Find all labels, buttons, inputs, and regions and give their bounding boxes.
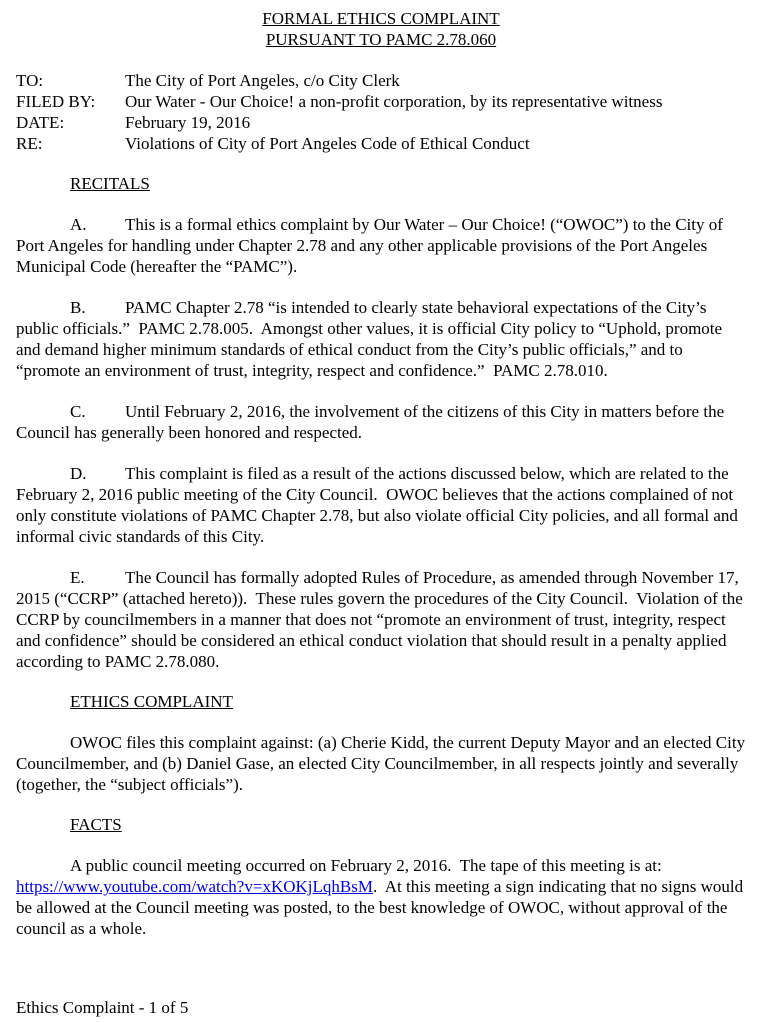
recital-paragraph-e [16,567,746,672]
recital-paragraph-d [16,463,746,547]
recital-text-d: This complaint is filed as a result of the actions discussed below, which are related to the February 2, 2016 public meeting of the City Council. OWOC believes that the actions complained of not only constitute violations of PAMC Chapter 2.78, but also violate official City policies, and all formal and informal civic standards of this City. [16,464,743,546]
recital-letter-d: D. [70,464,87,483]
page-number-footer: Ethics Complaint - 1 of 5 [16,998,189,1017]
header-label-filed-by: FILED BY: [16,92,96,111]
recital-text-e: The Council has formally adopted Rules of Procedure, as amended through November 17, 2015 (“CCRP” (attached hereto)). These rules govern the procedures of the City Council. Violation of the CCRP by councilmembers in a manner that does not “promote an environment of trust, integrity, respect and confidence” should be considered an ethical conduct violation that should result in a penalty applied according to PAMC 2.78.080. [16,568,748,671]
header-fields [16,70,746,154]
recital-paragraph-b [16,297,746,381]
ethics-complaint-heading [70,691,746,712]
recitals-heading [70,173,746,194]
header-label-date: DATE: [16,113,65,132]
header-row-to [16,70,746,91]
facts-paragraph [16,855,746,939]
youtube-meeting-link[interactable]: https://www.youtube.com/watch?v=xKOKjLqhBsM [16,877,373,896]
ethics-complaint-heading-text: ETHICS COMPLAINT [70,692,233,711]
header-row-filed-by [16,91,746,112]
title-line-2 [16,29,746,50]
recital-letter-e: E. [70,568,85,587]
header-value-date: February 19, 2016 [125,113,251,132]
ethics-complaint-text: OWOC files this complaint against: (a) Cherie Kidd, the current Deputy Mayor and an elected City Councilmember, and (b) Daniel Gase, an elected City Councilmember, in all respects jointly and severally (together, the “subject officials”). [16,733,750,794]
recital-text-c: Until February 2, 2016, the involvement of the citizens of this City in matters before the Council has generally been honored and respected. [16,402,729,442]
document-title [16,8,746,50]
header-value-re: Violations of City of Port Angeles Code of Ethical Conduct [125,134,530,153]
header-value-to: The City of Port Angeles, c/o City Clerk [125,71,400,90]
recital-letter-b: B. [70,298,86,317]
header-value-filed-by: Our Water - Our Choice! a non-profit corporation, by its representative witness [125,92,663,111]
facts-heading-text: FACTS [70,815,122,834]
ethics-complaint-paragraph [16,732,750,795]
recital-paragraph-a [16,214,746,277]
header-label-re: RE: [16,134,43,153]
recital-text-b: PAMC Chapter 2.78 “is intended to clearly state behavioral expectations of the City’s public officials.” PAMC 2.78.005. Amongst other values, it is official City policy to “Uphold, promote and demand higher minimum standards of ethical conduct from the City’s public officials,” and to “promote an environment of trust, integrity, respect and confidence.” PAMC 2.78.010. [16,298,727,380]
title-line-1 [16,8,746,29]
recital-letter-c: C. [70,402,86,421]
header-label-to: TO: [16,71,44,90]
recitals-heading-text: RECITALS [70,174,150,193]
recital-paragraph-c [16,401,746,443]
facts-text-after-link: . At this meeting a sign indicating that no signs would be allowed at the Council meeting was posted, to the best knowledge of OWOC, without approval of the council as a whole. [16,877,748,938]
facts-text-before-link: A public council meeting occurred on February 2, 2016. The tape of this meeting is at: [70,856,666,875]
header-row-re [16,133,746,154]
facts-heading [70,814,746,835]
title-line-1-text: FORMAL ETHICS COMPLAINT [262,9,500,28]
header-row-date [16,112,746,133]
recital-letter-a: A. [70,215,87,234]
title-line-2-text: PURSUANT TO PAMC 2.78.060 [265,30,497,49]
recital-text-a: This is a formal ethics complaint by Our Water – Our Choice! (“OWOC”) to the City of Port Angeles for handling under Chapter 2.78 and any other applicable provisions of the Port Angeles Municipal Code (hereafter the “PAMC”). [16,215,728,276]
